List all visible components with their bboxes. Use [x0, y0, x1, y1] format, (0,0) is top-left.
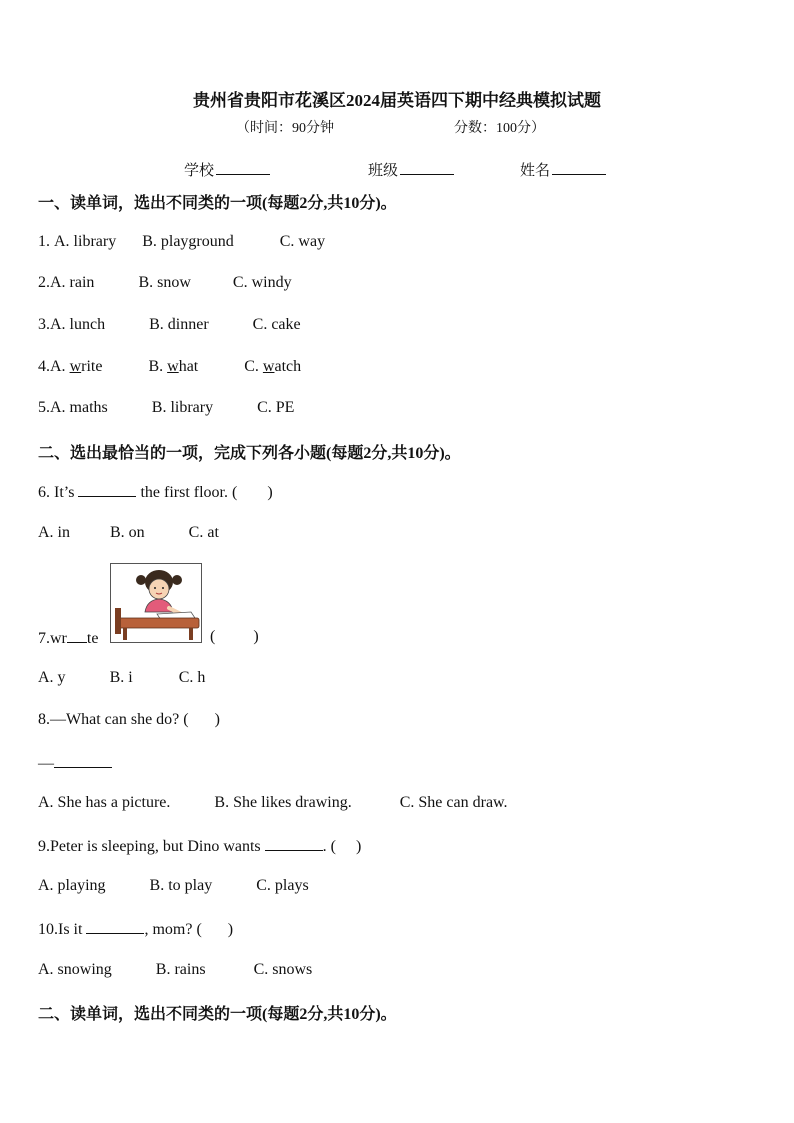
q10-option-b[interactable]: B. rains [155, 961, 206, 978]
q9-option-b[interactable]: B. to play [149, 877, 213, 894]
class-field [368, 159, 454, 180]
q3-option-a[interactable]: A. lunch [50, 316, 106, 333]
page-title: 贵州省贵阳市花溪区2024届英语四下期中经典模拟试题 [193, 91, 601, 110]
q8-option-b[interactable]: B. She likes drawing. [214, 794, 352, 811]
name-label: 姓名 [520, 163, 551, 179]
q8-dash: — [38, 755, 54, 772]
q9-stem-end: . ( [322, 838, 336, 855]
q5-option-c[interactable]: C. PE [257, 399, 295, 416]
q9-option-a[interactable]: A. playing [38, 877, 106, 894]
section1-heading: 一、读单词，选出不同类的一项(每题2分,共10分)。 [38, 195, 397, 212]
q2-option-b[interactable]: B. snow [138, 274, 191, 291]
q6-option-a[interactable]: A. in [38, 524, 70, 541]
q9-paren-close: ) [355, 838, 362, 855]
q4-b-prefix: B. [148, 358, 168, 375]
name-field [520, 159, 606, 180]
q10-blank[interactable] [86, 919, 144, 934]
q10-option-a[interactable]: A. snowing [38, 961, 112, 978]
q10-stem-end: , mom? ( [144, 921, 202, 938]
q6-option-b[interactable]: B. on [110, 524, 145, 541]
q6-paren-close: ) [267, 484, 273, 501]
q7-blank[interactable] [67, 628, 87, 643]
q8-paren-close: ) [214, 711, 220, 728]
q7-paren-close: ) [253, 628, 259, 645]
question-7 [38, 628, 98, 648]
q4-b-underlined: w [167, 358, 179, 375]
q9-blank[interactable] [265, 836, 323, 851]
q4-b-rest: hat [178, 358, 199, 375]
q1-option-c[interactable]: C. way [279, 233, 326, 250]
q4-option-b[interactable] [148, 358, 198, 376]
question-3 [38, 316, 301, 334]
school-label: 学校 [184, 163, 215, 179]
section3-heading: 二、读单词，选出不同类的一项(每题2分,共10分)。 [38, 1006, 397, 1023]
question-10 [38, 919, 233, 939]
q7-answer-paren [210, 628, 259, 646]
question-4 [38, 358, 301, 376]
q8-options [38, 794, 508, 812]
q10-paren-close: ) [227, 921, 234, 938]
q10-stem-start: 10.Is it [38, 921, 87, 938]
q4-option-a[interactable] [50, 358, 102, 376]
q9-stem-start: 9.Peter is sleeping, but Dino wants [38, 838, 265, 855]
q7-option-a[interactable]: A. y [38, 669, 66, 686]
q4-number: 4. [38, 358, 50, 375]
girl-writing-picture [110, 563, 202, 643]
exam-score: 分数：100分） [454, 121, 545, 136]
q8-blank[interactable] [54, 753, 112, 768]
q6-blank[interactable] [78, 482, 136, 497]
q8-option-a[interactable]: A. She has a picture. [38, 794, 171, 811]
question-9 [38, 836, 361, 856]
q4-a-rest: rite [81, 358, 103, 375]
q6-stem-end: the first floor. ( [136, 484, 238, 501]
question-1 [38, 233, 325, 251]
q8-option-c[interactable]: C. She can draw. [399, 794, 508, 811]
question-8 [38, 711, 220, 729]
q5-option-a[interactable]: A. maths [50, 399, 108, 416]
q10-option-c[interactable]: C. snows [253, 961, 313, 978]
q4-c-prefix: C. [244, 358, 263, 375]
q7-paren-open: ( [210, 628, 216, 645]
q3-number: 3. [38, 316, 50, 333]
q7-options [38, 669, 205, 687]
q7-stem-end: te [86, 630, 99, 647]
q9-options [38, 877, 309, 895]
question-2 [38, 274, 292, 292]
q4-c-underlined: w [262, 358, 275, 375]
q7-option-b[interactable]: B. i [109, 669, 133, 686]
girl-writing-illustration [111, 564, 201, 642]
q9-option-c[interactable]: C. plays [256, 877, 309, 894]
q5-number: 5. [38, 399, 50, 416]
q6-option-c[interactable]: C. at [188, 524, 219, 541]
question-6 [38, 482, 273, 502]
class-label: 班级 [368, 163, 399, 179]
q2-option-c[interactable]: C. windy [232, 274, 292, 291]
section2-heading: 二、选出最恰当的一项，完成下列各小题(每题2分,共10分)。 [38, 445, 461, 462]
q4-a-underlined: w [69, 358, 82, 375]
q6-options [38, 524, 219, 542]
q8-stem: 8.—What can she do? ( [38, 711, 189, 728]
q6-stem-start: 6. It’s [38, 484, 79, 501]
q2-number: 2. [38, 274, 50, 291]
q7-stem-start: 7.wr [38, 630, 67, 647]
school-blank[interactable] [216, 173, 270, 175]
q7-option-c[interactable]: C. h [178, 669, 206, 686]
q5-option-b[interactable]: B. library [151, 399, 214, 416]
q1-number: 1. [38, 233, 54, 250]
class-blank[interactable] [400, 173, 454, 175]
q4-option-c[interactable] [244, 358, 301, 376]
q1-option-a[interactable]: A. library [54, 233, 117, 250]
exam-time: （时间：90分钟 [236, 121, 334, 136]
school-field [184, 159, 270, 180]
q4-a-prefix: A. [50, 358, 70, 375]
q3-option-b[interactable]: B. dinner [149, 316, 209, 333]
q4-c-rest: atch [274, 358, 302, 375]
name-blank[interactable] [552, 173, 606, 175]
q1-option-b[interactable]: B. playground [142, 233, 234, 250]
q10-options [38, 961, 312, 979]
question-5 [38, 399, 294, 417]
q3-option-c[interactable]: C. cake [252, 316, 301, 333]
q2-option-a[interactable]: A. rain [50, 274, 95, 291]
q8-response-line [38, 753, 112, 773]
